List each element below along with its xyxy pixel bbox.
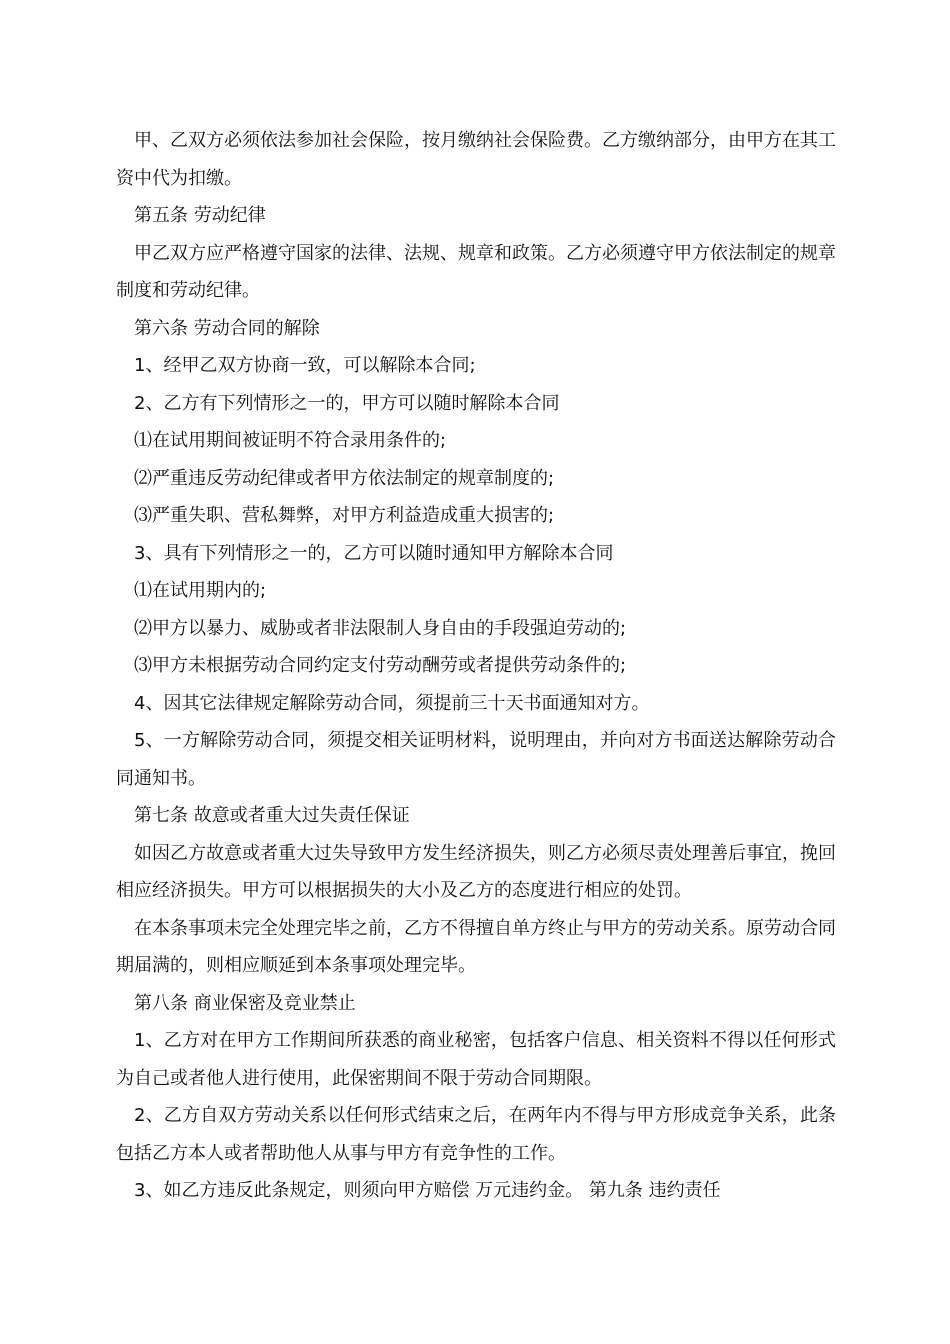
clause-6-3-item-3: ⑶甲方未根据劳动合同约定支付劳动酬劳或者提供劳动条件的;: [134, 655, 627, 676]
document-body: [116, 122, 836, 1210]
heading-article-7: 第七条 故意或者重大过失责任保证: [134, 805, 410, 826]
paragraph-social-insurance: 甲、乙双方必须依法参加社会保险，按月缴纳社会保险费。乙方缴纳部分，由甲方在其工资中代为扣缴。: [116, 130, 836, 189]
clause-6-2-item-2: ⑵严重违反劳动纪律或者甲方依法制定的规章制度的;: [134, 467, 555, 489]
clause-8-2: 2、乙方自双方劳动关系以任何形式结束之后，在两年内不得与甲方形成竞争关系，此条包括乙方本人或者帮助他人从事与甲方有竞争性的工作。: [116, 1105, 836, 1164]
clause-6-4: 4、因其它法律规定解除劳动合同，须提前三十天书面通知对方。: [134, 692, 650, 714]
paragraph-labor-discipline: 甲乙双方应严格遵守国家的法律、法规、规章和政策。乙方必须遵守甲方依法制定的规章制度和劳动纪律。: [116, 242, 836, 301]
clause-6-2: 2、乙方有下列情形之一的，甲方可以随时解除本合同: [134, 392, 560, 414]
clause-6-2-item-3: ⑶严重失职、营私舞弊，对甲方利益造成重大损害的;: [134, 505, 555, 526]
heading-article-6: 第六条 劳动合同的解除: [134, 317, 320, 339]
heading-article-5: 第五条 劳动纪律: [134, 205, 266, 226]
heading-article-8: 第八条 商业保密及竞业禁止: [134, 992, 356, 1014]
clause-6-3: 3、具有下列情形之一的，乙方可以随时通知甲方解除本合同: [134, 542, 614, 564]
clause-6-1: 1、经甲乙双方协商一致，可以解除本合同;: [134, 355, 476, 376]
paragraph-article-7-b: 在本条事项未完全处理完毕之前，乙方不得擅自单方终止与甲方的劳动关系。原劳动合同期届满的，则相应顺延到本条事项处理完毕。: [116, 917, 836, 976]
clause-6-3-item-2: ⑵甲方以暴力、威胁或者非法限制人身自由的手段强迫劳动的;: [134, 617, 627, 639]
clause-6-3-item-1: ⑴在试用期内的;: [134, 580, 267, 601]
clause-8-3: 3、如乙方违反此条规定，则须向甲方赔偿 万元违约金。 第九条 违约责任: [134, 1180, 721, 1201]
paragraph-article-7-a: 如因乙方故意或者重大过失导致甲方发生经济损失，则乙方必须尽责处理善后事宜，挽回相应经济损失。甲方可以根据损失的大小及乙方的态度进行相应的处罚。: [116, 842, 836, 901]
clause-6-2-item-1: ⑴在试用期间被证明不符合录用条件的;: [134, 430, 447, 451]
clause-8-1: 1、乙方对在甲方工作期间所获悉的商业秘密，包括客户信息、相关资料不得以任何形式为自己或者他人进行使用，此保密期间不限于劳动合同期限。: [116, 1030, 836, 1089]
clause-6-5: 5、一方解除劳动合同，须提交相关证明材料，说明理由，并向对方书面送达解除劳动合同通知书。: [116, 730, 836, 789]
